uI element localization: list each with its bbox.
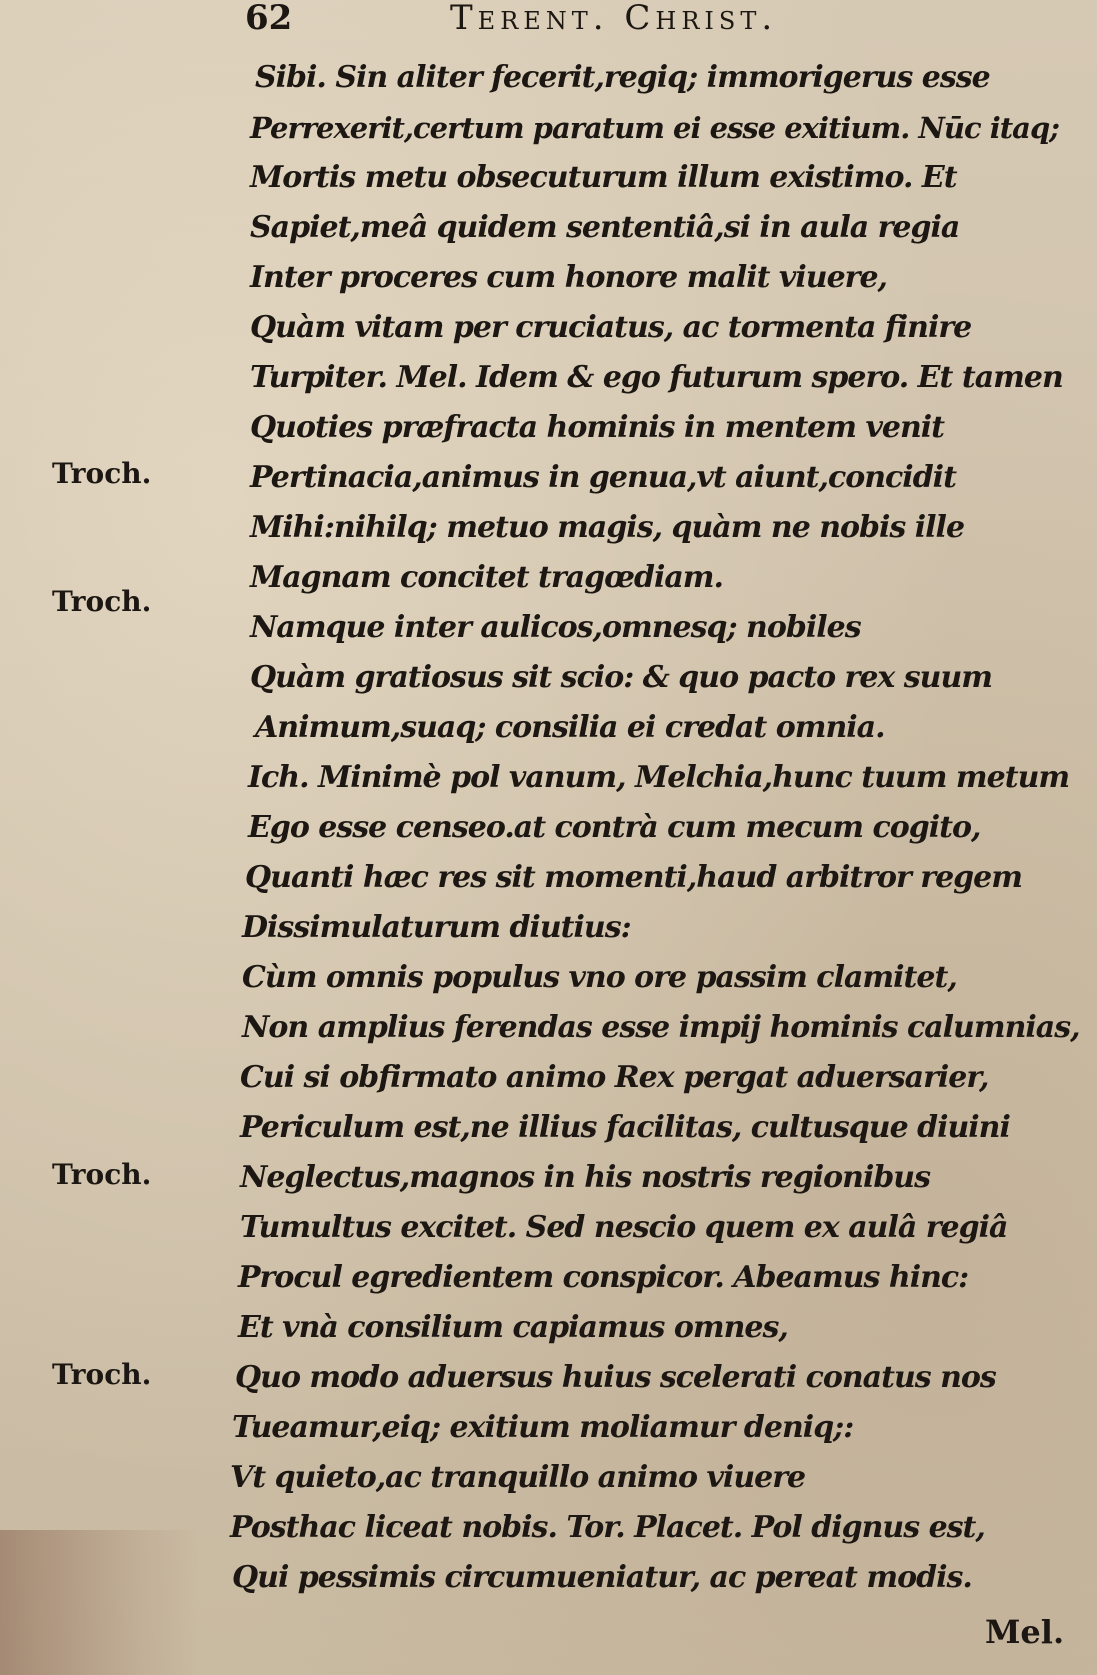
running-head bbox=[245, 0, 945, 40]
verse-line: Quàm vitam per cruciatus, ac tormenta finire bbox=[250, 310, 972, 345]
catchword: Mel. bbox=[985, 1613, 1065, 1651]
verse-line: Procul egredientem conspicor. Abeamus hinc: bbox=[238, 1260, 969, 1295]
verse-line: Mihi:nihilq; metuo magis, quàm ne nobis ille bbox=[250, 510, 965, 545]
verse-line: Sapiet,meâ quidem sententiâ,si in aula regia bbox=[250, 210, 960, 245]
verse-line: Vt quieto,ac tranquillo animo viuere bbox=[230, 1460, 806, 1495]
verse-line: Inter proceres cum honore malit viuere, bbox=[250, 260, 887, 295]
verse-line: Tueamur,eiq; exitium moliamur deniq;: bbox=[232, 1410, 854, 1445]
verse-line: Dissimulaturum diutius: bbox=[242, 910, 631, 945]
verse-line: Mortis metu obsecuturum illum existimo. Et bbox=[250, 160, 957, 195]
verse-line: Animum,suaq; consilia ei credat omnia. bbox=[255, 710, 885, 745]
page-stain bbox=[0, 1530, 200, 1675]
verse-line: Cui si obfirmato animo Rex pergat aduersarier, bbox=[240, 1060, 989, 1095]
margin-note: Troch. bbox=[52, 585, 152, 618]
margin-note: Troch. bbox=[52, 457, 152, 490]
margin-note: Troch. bbox=[52, 1158, 152, 1191]
margin-note: Troch. bbox=[52, 1358, 152, 1391]
verse-line: Magnam concitet tragœdiam. bbox=[250, 560, 723, 595]
verse-line: Quoties præfracta hominis in mentem venit bbox=[250, 410, 945, 445]
verse-line: Ego esse censeo.at contrà cum mecum cogito, bbox=[248, 810, 981, 845]
verse-line: Tumultus excitet. Sed nescio quem ex aulâ regiâ bbox=[240, 1210, 1008, 1245]
verse-line: Sibi. Sin aliter fecerit,regiq; immorigerus esse bbox=[255, 60, 990, 95]
verse-line: Non amplius ferendas esse impij hominis calumnias, bbox=[242, 1010, 1080, 1045]
running-head-title: Terent. Christ. bbox=[450, 0, 778, 38]
verse-line: Qui pessimis circumueniatur, ac pereat modis. bbox=[232, 1560, 972, 1595]
verse-line: Ich. Minimè pol vanum, Melchia,hunc tuum metum bbox=[248, 760, 1070, 795]
verse-line: Namque inter aulicos,omnesq; nobiles bbox=[250, 610, 861, 645]
verse-line: Quàm gratiosus sit scio: & quo pacto rex suum bbox=[250, 660, 993, 695]
verse-line: Pertinacia,animus in genua,vt aiunt,concidit bbox=[250, 460, 956, 495]
verse-line: Quo modo aduersus huius scelerati conatus nos bbox=[235, 1360, 996, 1395]
verse-line: Neglectus,magnos in his nostris regionibus bbox=[240, 1160, 931, 1195]
page-number: 62 bbox=[245, 0, 293, 38]
verse-line: Perrexerit,certum paratum ei esse exitium. Nūc itaq; bbox=[250, 111, 1059, 145]
verse-line: Cùm omnis populus vno ore passim clamitet, bbox=[242, 960, 957, 995]
verse-line: Et vnà consilium capiamus omnes, bbox=[238, 1310, 788, 1345]
verse-line: Quanti hæc res sit momenti,haud arbitror regem bbox=[245, 860, 1022, 895]
verse-line: Posthac liceat nobis. Tor. Placet. Pol dignus est, bbox=[230, 1510, 985, 1545]
verse-line: Periculum est,ne illius facilitas, cultusque diuini bbox=[240, 1110, 1010, 1145]
verse-line: Turpiter. Mel. Idem & ego futurum spero. Et tamen bbox=[250, 360, 1063, 395]
